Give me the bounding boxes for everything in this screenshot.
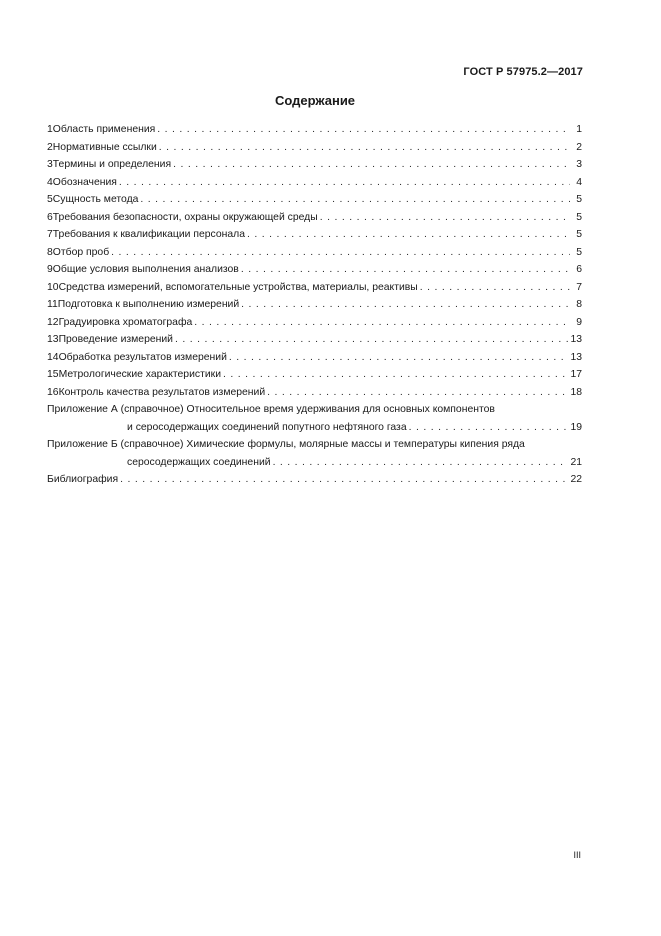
toc-entry-number: 14 <box>47 351 59 363</box>
table-of-contents <box>47 121 582 489</box>
toc-entry-page: 8 <box>576 299 582 310</box>
toc-entry-page: 5 <box>576 194 582 205</box>
toc-appendix-b[interactable] <box>47 436 582 471</box>
toc-entry-label: Отбор проб <box>52 246 110 258</box>
leader-dots <box>111 244 570 262</box>
toc-entry[interactable] <box>47 296 582 314</box>
toc-entry[interactable] <box>47 279 582 297</box>
toc-entry-label: Область применения <box>52 124 156 135</box>
appendix-b-page: 21 <box>570 456 582 468</box>
toc-entry-number: 10 <box>47 281 59 293</box>
toc-entry-label: Сущность метода <box>52 194 139 205</box>
toc-entry-label: Градуировка хроматографа <box>58 316 193 328</box>
page-number: III <box>573 850 581 860</box>
toc-entry-page: 5 <box>576 246 582 258</box>
toc-entry-page: 2 <box>576 141 582 153</box>
toc-entry-number: 7 <box>47 229 53 240</box>
leader-dots <box>267 384 568 402</box>
leader-dots <box>320 209 570 227</box>
toc-entry-page: 3 <box>576 159 582 170</box>
bibliography-page: 22 <box>570 474 582 485</box>
toc-entry-label: Средства измерений, вспомогательные устройства, материалы, реактивы <box>58 281 418 293</box>
leader-dots <box>157 121 570 139</box>
toc-entry-label: Подготовка к выполнению измерений <box>57 299 240 310</box>
toc-entry-page: 1 <box>576 124 582 135</box>
toc-entry-number: 2 <box>47 141 53 153</box>
toc-entry-number: 6 <box>47 211 53 223</box>
toc-entry[interactable] <box>47 244 582 262</box>
toc-entry-label: Метрологические характеристики <box>58 369 222 380</box>
toc-entry[interactable] <box>47 226 582 244</box>
toc-entry-number: 8 <box>47 246 53 258</box>
leader-dots <box>175 331 568 349</box>
toc-entry[interactable] <box>47 331 582 349</box>
leader-dots <box>223 366 568 384</box>
toc-entry-page: 18 <box>570 386 582 398</box>
leader-dots <box>194 314 570 332</box>
toc-entry[interactable] <box>47 384 582 402</box>
toc-entry-number: 1 <box>47 124 53 135</box>
leader-dots <box>120 471 568 489</box>
toc-entry[interactable] <box>47 139 582 157</box>
toc-entry[interactable] <box>47 366 582 384</box>
toc-entry[interactable] <box>47 261 582 279</box>
toc-entry-page: 6 <box>576 264 582 275</box>
toc-bibliography[interactable] <box>47 471 582 489</box>
leader-dots <box>159 139 570 157</box>
toc-entry-number: 16 <box>47 386 59 398</box>
toc-entry-label: Требования безопасности, охраны окружающей среды <box>52 211 318 223</box>
toc-entry-page: 5 <box>576 211 582 223</box>
leader-dots <box>229 349 569 367</box>
toc-entry-number: 3 <box>47 159 53 170</box>
toc-entry-label: Обозначения <box>52 176 117 188</box>
toc-entry-number: 4 <box>47 176 53 188</box>
toc-entry-label: Требования к квалификации персонала <box>52 229 245 240</box>
appendix-a-title: Приложение А (справочное) Относительное время удерживания для основных компонентов <box>47 404 495 415</box>
bibliography-label: Библиография <box>47 474 119 485</box>
toc-entry-page: 9 <box>576 316 582 328</box>
toc-entry-label: Термины и определения <box>52 159 172 170</box>
toc-entry[interactable] <box>47 209 582 227</box>
leader-dots <box>241 296 570 314</box>
appendix-a-subtitle: и серосодержащих соединений попутного нефтяного газа <box>127 421 407 433</box>
leader-dots <box>140 191 570 209</box>
toc-entry-number: 15 <box>47 369 59 380</box>
toc-entry-label: Нормативные ссылки <box>52 141 157 153</box>
toc-entry-number: 11 <box>47 299 58 310</box>
toc-entry-page: 17 <box>570 369 582 380</box>
leader-dots <box>409 419 569 437</box>
toc-entry[interactable] <box>47 349 582 367</box>
toc-entry-number: 9 <box>47 264 53 275</box>
toc-entry-number: 5 <box>47 194 53 205</box>
leader-dots <box>173 156 570 174</box>
leader-dots <box>241 261 570 279</box>
document-code: ГОСТ Р 57975.2—2017 <box>463 66 583 78</box>
toc-entry-page: 5 <box>576 229 582 240</box>
toc-entry[interactable] <box>47 174 582 192</box>
toc-entry-page: 7 <box>576 281 582 293</box>
leader-dots <box>273 454 569 472</box>
page-title: Содержание <box>274 93 356 108</box>
toc-entry[interactable] <box>47 314 582 332</box>
toc-entry-label: Обработка результатов измерений <box>58 351 227 363</box>
leader-dots <box>247 226 570 244</box>
toc-entry-number: 12 <box>47 316 59 328</box>
leader-dots <box>119 174 570 192</box>
appendix-b-title: Приложение Б (справочное) Химические формулы, молярные массы и температуры кипения ряда <box>47 439 525 450</box>
toc-entry-label: Проведение измерений <box>58 334 173 345</box>
toc-entry[interactable] <box>47 191 582 209</box>
toc-entry[interactable] <box>47 121 582 139</box>
toc-entry[interactable] <box>47 156 582 174</box>
toc-entry-page: 13 <box>570 351 582 363</box>
appendix-b-subtitle: серосодержащих соединений <box>127 456 271 468</box>
toc-entry-page: 13 <box>570 334 582 345</box>
toc-entry-number: 13 <box>47 334 59 345</box>
leader-dots <box>420 279 570 297</box>
toc-entry-label: Общие условия выполнения анализов <box>52 264 239 275</box>
toc-entry-page: 4 <box>576 176 582 188</box>
appendix-a-page: 19 <box>570 421 582 433</box>
toc-appendix-a[interactable] <box>47 401 582 436</box>
toc-entry-label: Контроль качества результатов измерений <box>58 386 266 398</box>
